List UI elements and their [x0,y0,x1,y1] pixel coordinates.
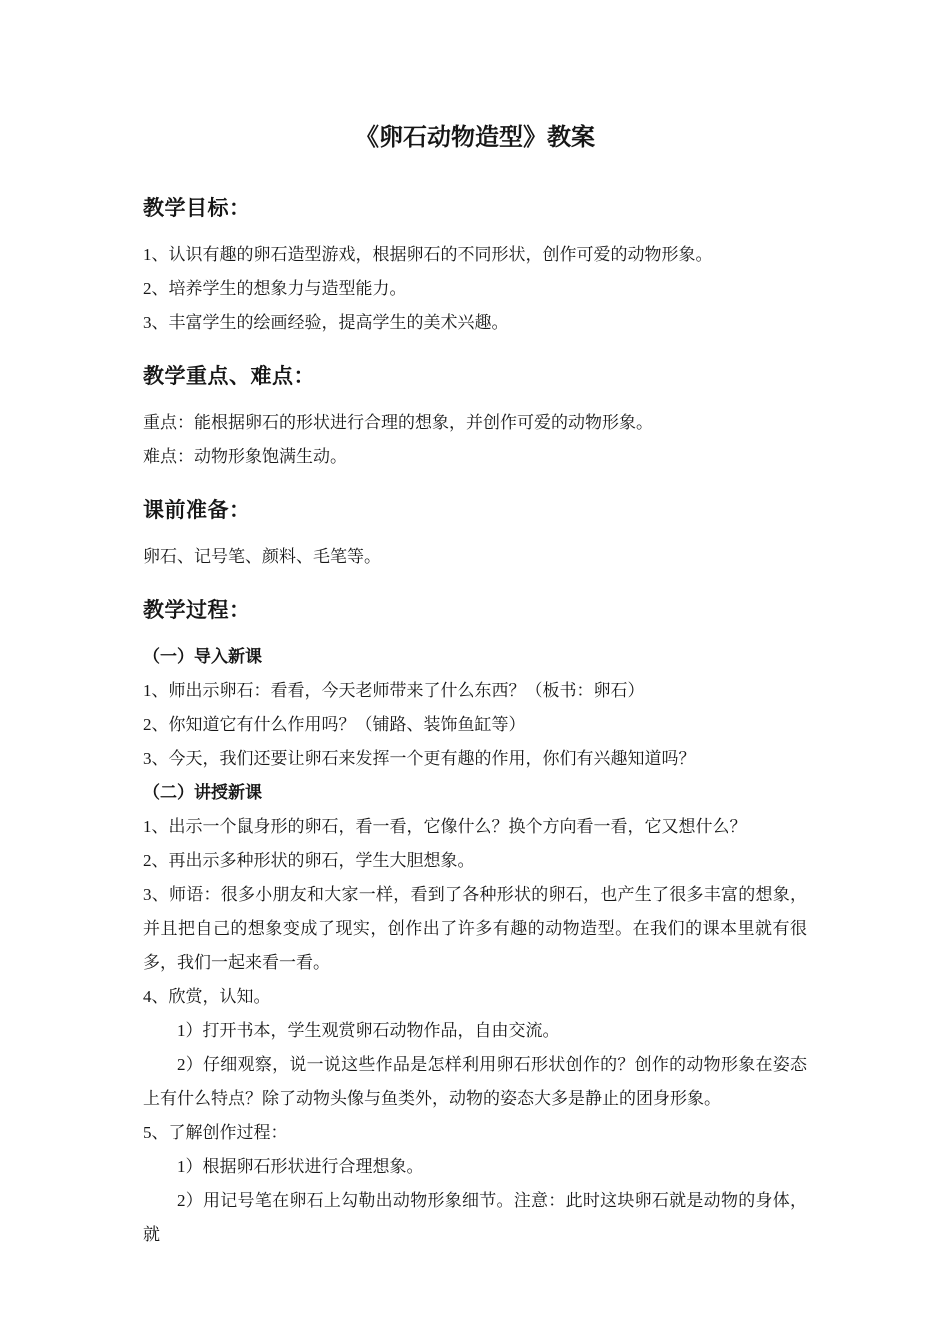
paragraph: 3、丰富学生的绘画经验，提高学生的美术兴趣。 [143,313,509,332]
indented-paragraph: 1）根据卵石形状进行合理想象。 [177,1157,424,1176]
indented-paragraph: 1）打开书本，学生观赏卵石动物作品，自由交流。 [177,1021,560,1040]
indented-paragraph: 2）用记号笔在卵石上勾勒出动物形象细节。注意：此时这块卵石就是动物的身体，就 [143,1191,807,1244]
paragraph: 1、师出示卵石：看看，今天老师带来了什么东西？（板书：卵石） [143,681,645,700]
section-heading: 课前准备： [143,498,251,522]
paragraph: 卵石、记号笔、颜料、毛笔等。 [143,547,381,566]
paragraph: 5、了解创作过程： [143,1123,288,1142]
paragraph: 3、师语：很多小朋友和大家一样，看到了各种形状的卵石，也产生了很多丰富的想象，并且把自己的想象变成了现实，创作出了许多有趣的动物造型。在我们的课本里就有很多，我们一起来看一看。 [143,885,807,972]
paragraph: 1、认识有趣的卵石造型游戏，根据卵石的不同形状，创作可爱的动物形象。 [143,245,713,264]
paragraph: 4、欣赏，认知。 [143,987,271,1006]
paragraph: 3、今天，我们还要让卵石来发挥一个更有趣的作用，你们有兴趣知道吗？ [143,749,696,768]
document-title: 《卵石动物造型》教案 [355,125,595,151]
section-heading: 教学重点、难点： [143,364,315,388]
subsection-heading: （二）讲授新课 [143,783,262,802]
indented-paragraph: 2）仔细观察，说一说这些作品是怎样利用卵石形状创作的？创作的动物形象在姿态上有什么特点？除了动物头像与鱼类外，动物的姿态大多是静止的团身形象。 [143,1055,807,1108]
document-body [143,184,807,1252]
paragraph: 重点：能根据卵石的形状进行合理的想象，并创作可爱的动物形象。 [143,413,653,432]
paragraph: 2、你知道它有什么作用吗？（铺路、装饰鱼缸等） [143,715,526,734]
paragraph: 难点：动物形象饱满生动。 [143,447,347,466]
paragraph: 2、再出示多种形状的卵石，学生大胆想象。 [143,851,475,870]
paragraph: 2、培养学生的想象力与造型能力。 [143,279,407,298]
paragraph: 1、出示一个鼠身形的卵石，看一看，它像什么？换个方向看一看，它又想什么？ [143,817,747,836]
section-heading: 教学过程： [143,598,251,622]
subsection-heading: （一）导入新课 [143,647,262,666]
section-heading: 教学目标： [143,196,251,220]
